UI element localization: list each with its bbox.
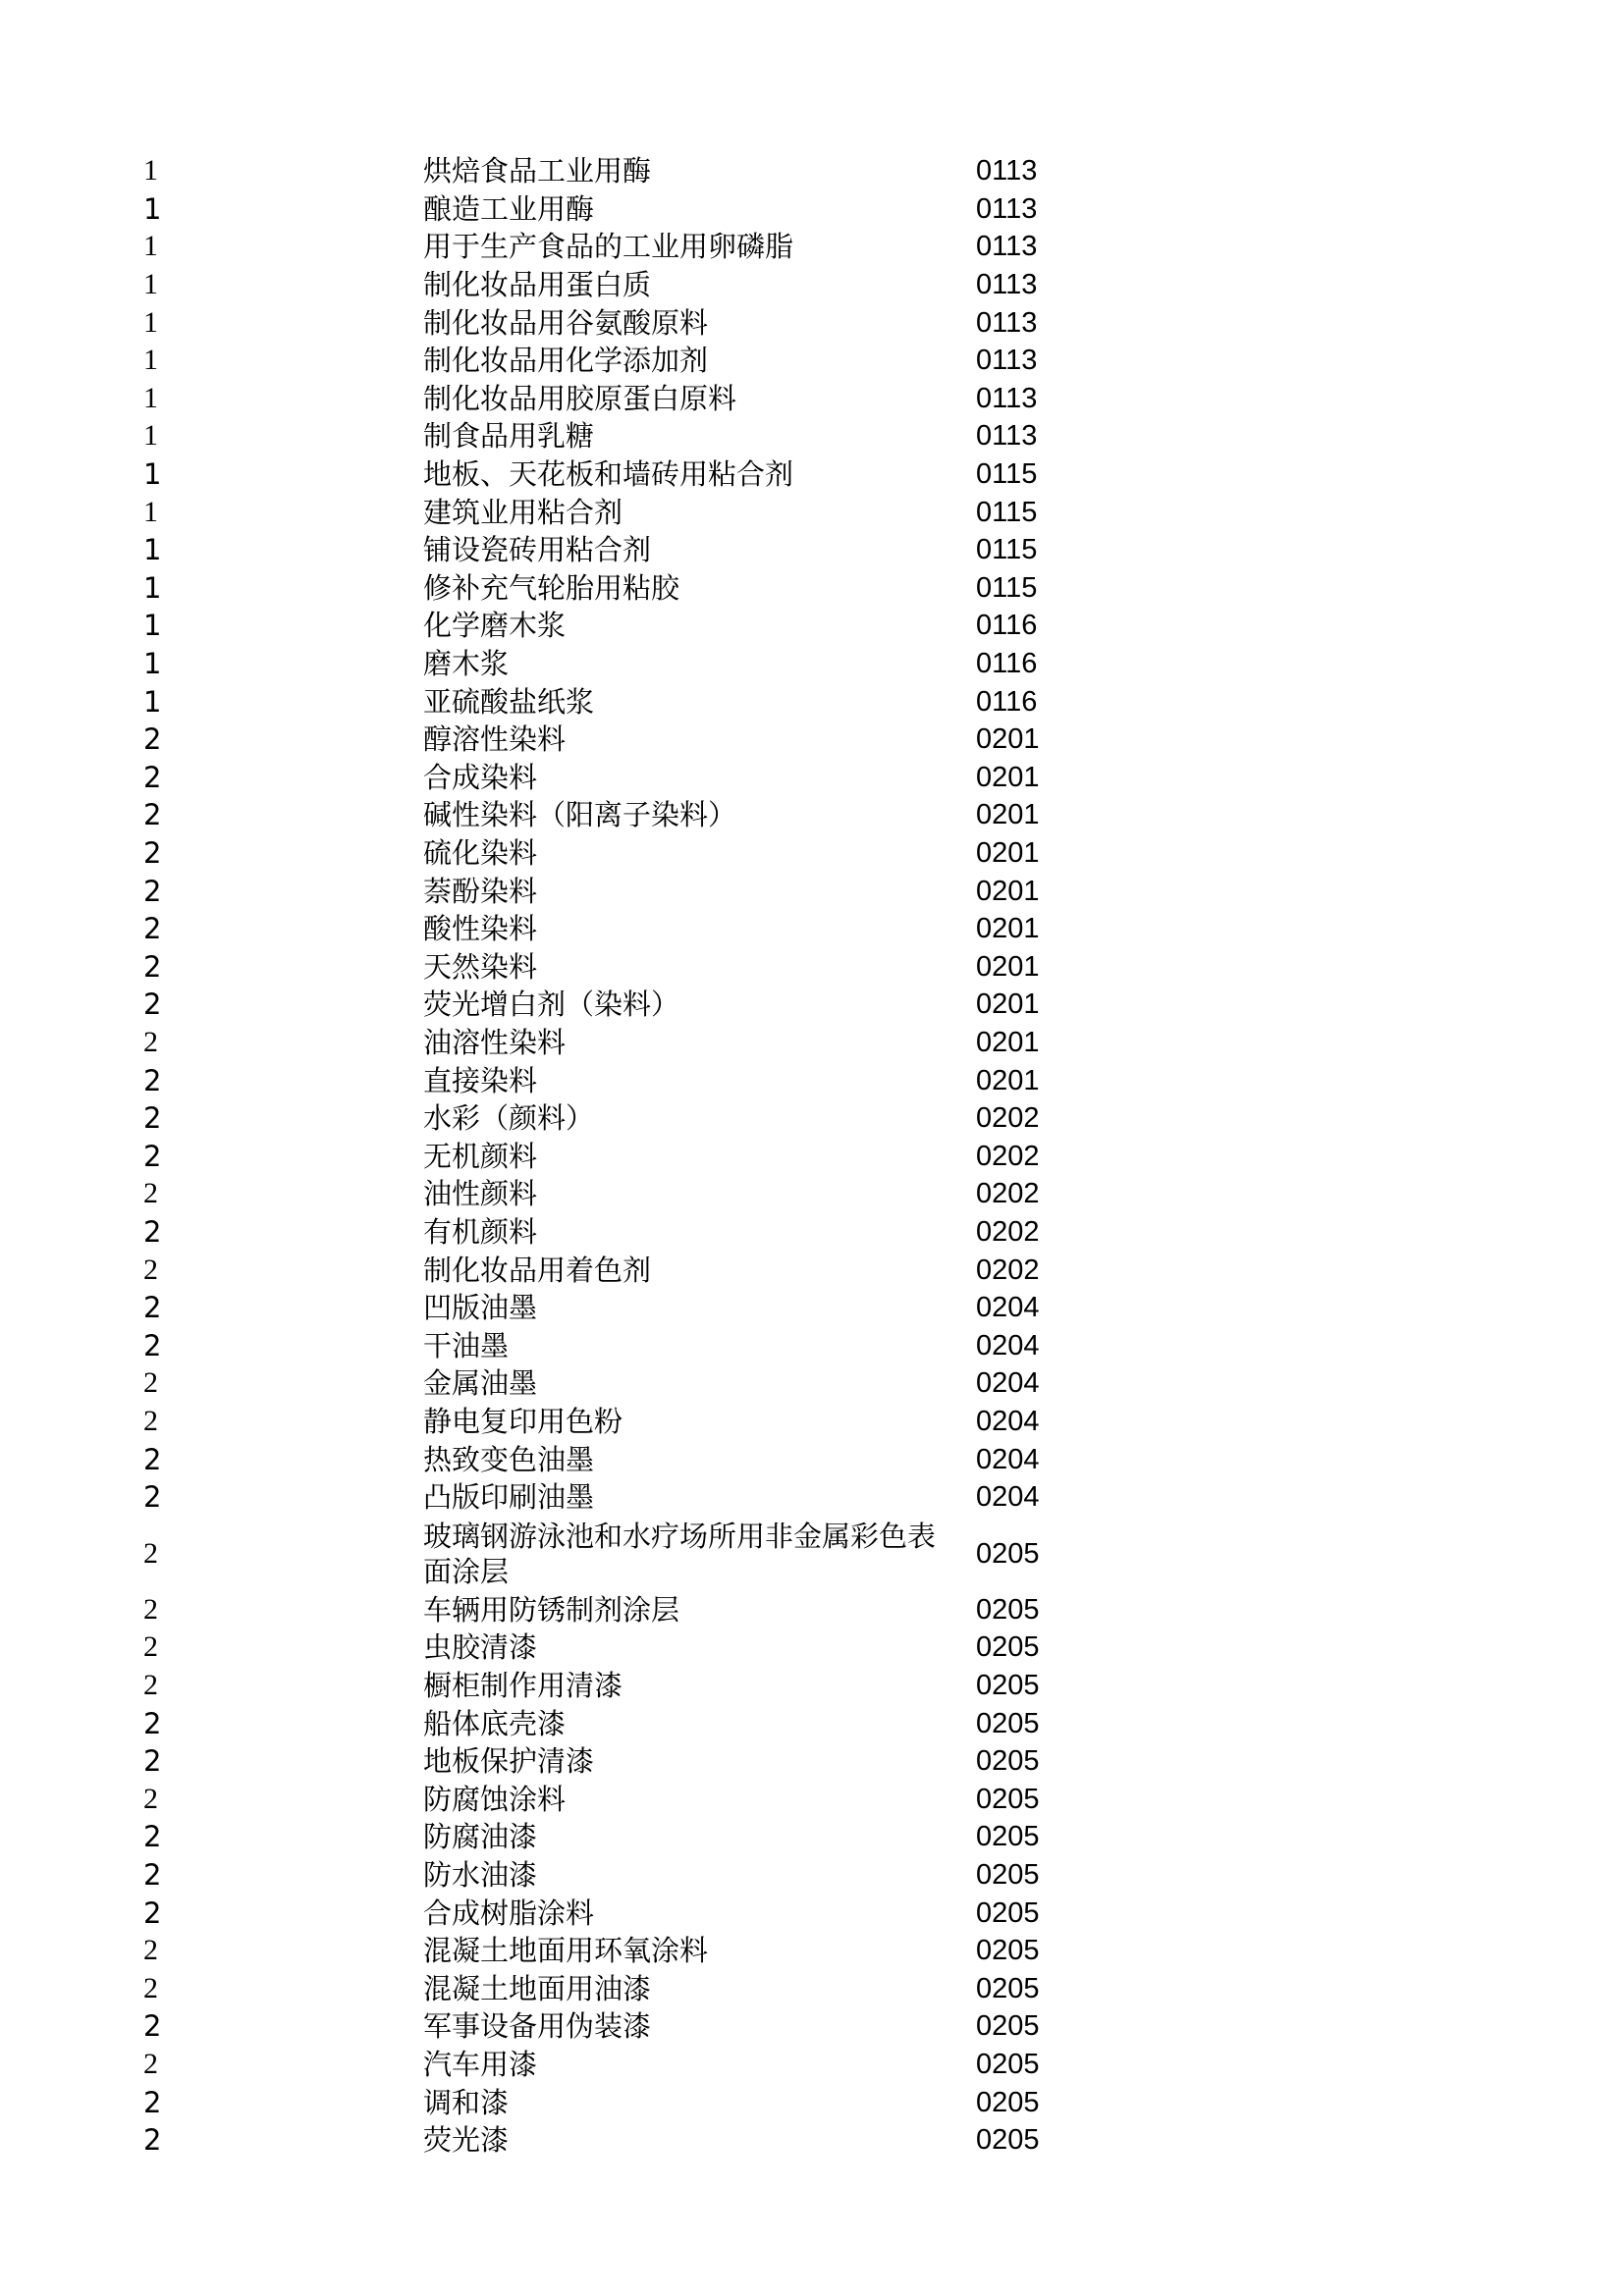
class-number-cell: 2: [143, 1934, 158, 1967]
goods-name-cell: 制食品用乳糖: [423, 419, 595, 454]
class-number-cell: 1: [143, 609, 162, 643]
group-code-cell: 0205: [976, 1935, 1040, 1967]
group-code-cell: 0202: [976, 1254, 1040, 1286]
group-code-cell: 0116: [976, 685, 1038, 718]
group-code-cell: 0113: [976, 192, 1038, 225]
table-row: [0, 531, 1624, 569]
group-code-cell: 0205: [976, 1821, 1040, 1853]
goods-name-cell: 制化妆品用化学添加剂: [423, 344, 709, 378]
goods-name-cell: 天然染料: [423, 949, 538, 984]
group-code-cell: 0204: [976, 1481, 1040, 1514]
class-number-cell: 1: [143, 191, 162, 226]
class-number-cell: 2: [143, 1101, 162, 1136]
group-code-cell: 0201: [976, 1064, 1040, 1096]
goods-name-cell: 直接染料: [423, 1063, 538, 1097]
group-code-cell: 0205: [976, 2010, 1040, 2043]
table-row: [0, 1970, 1624, 2008]
class-number-cell: 1: [143, 419, 158, 453]
goods-name-cell: 凸版印刷油墨: [423, 1480, 595, 1515]
goods-name-cell: 烘焙食品工业用酶: [423, 154, 652, 188]
class-number-cell: 2: [143, 1744, 162, 1779]
class-number-cell: 2: [143, 2009, 162, 2044]
class-number-cell: 1: [143, 684, 162, 719]
group-code-cell: 0204: [976, 1292, 1040, 1324]
table-row: [0, 303, 1624, 342]
group-code-cell: 0205: [976, 2086, 1040, 2118]
group-code-cell: 0116: [976, 610, 1038, 642]
group-code-cell: 0205: [976, 1707, 1040, 1739]
goods-name-cell: 干油墨: [423, 1328, 510, 1362]
table-row: [0, 1061, 1624, 1099]
group-code-cell: 0113: [976, 231, 1038, 263]
table-row: [0, 569, 1624, 608]
class-number-cell: 1: [143, 268, 158, 301]
goods-name-cell: 酿造工业用酶: [423, 191, 595, 226]
table-row: [0, 1856, 1624, 1895]
group-code-cell: 0115: [976, 496, 1038, 528]
group-code-cell: 0115: [976, 571, 1038, 604]
group-code-cell: 0201: [976, 837, 1040, 870]
goods-name-cell: 酸性染料: [423, 912, 538, 946]
table-row: [0, 228, 1624, 266]
class-number-cell: 2: [143, 1063, 162, 1097]
class-number-cell: 2: [143, 1253, 158, 1286]
group-code-cell: 0205: [976, 2049, 1040, 2081]
table-row: [0, 2007, 1624, 2046]
group-code-cell: 0205: [976, 2124, 1040, 2157]
table-row: [0, 1932, 1624, 1970]
table-row: [0, 1667, 1624, 1705]
class-number-cell: 2: [143, 760, 162, 794]
table-row: [0, 455, 1624, 494]
table-row: [0, 1024, 1624, 1062]
class-number-cell: 2: [143, 1405, 158, 1438]
class-number-cell: 2: [143, 1328, 162, 1362]
class-number-cell: 2: [143, 874, 162, 908]
group-code-cell: 0202: [976, 1140, 1040, 1172]
goods-name-cell: 萘酚染料: [423, 874, 538, 908]
class-number-cell: 1: [143, 495, 158, 528]
goods-name-cell: 亚硫酸盐纸浆: [423, 684, 595, 719]
group-code-cell: 0205: [976, 1745, 1040, 1778]
goods-name-cell: 制化妆品用胶原蛋白原料: [423, 381, 737, 415]
goods-name-cell: 调和漆: [423, 2085, 510, 2119]
goods-name-cell: 制化妆品用蛋白质: [423, 268, 652, 302]
goods-name-cell: 防腐蚀涂料: [423, 1782, 567, 1816]
group-code-cell: 0205: [976, 1859, 1040, 1892]
class-number-cell: 2: [143, 2085, 162, 2119]
group-code-cell: 0113: [976, 269, 1038, 301]
group-code-cell: 0205: [976, 1537, 1040, 1570]
table-row: [0, 986, 1624, 1024]
table-row: [0, 1517, 1624, 1591]
table-row: [0, 1440, 1624, 1478]
goods-name-cell: 防水油漆: [423, 1858, 538, 1893]
goods-name-cell: 无机颜料: [423, 1139, 538, 1173]
class-number-cell: 2: [143, 1291, 162, 1325]
table-row: [0, 1138, 1624, 1176]
class-number-cell: 2: [143, 1782, 158, 1815]
table-row: [0, 910, 1624, 948]
table-row: [0, 152, 1624, 190]
group-code-cell: 0113: [976, 382, 1038, 414]
goods-name-cell: 醇溶性染料: [423, 722, 567, 757]
table-row: [0, 1289, 1624, 1327]
class-number-cell: 2: [143, 1592, 158, 1626]
class-number-cell: 2: [143, 798, 162, 832]
group-code-cell: 0201: [976, 988, 1040, 1021]
goods-name-cell: 玻璃钢游泳池和水疗场所用非金属彩色表面涂层: [423, 1519, 937, 1588]
group-code-cell: 0205: [976, 1670, 1040, 1702]
class-number-cell: 1: [143, 381, 158, 414]
goods-name-cell: 合成树脂涂料: [423, 1896, 595, 1930]
table-row: [0, 2121, 1624, 2160]
table-row: [0, 1213, 1624, 1252]
class-number-cell: 2: [143, 1026, 158, 1059]
table-row: [0, 1818, 1624, 1856]
table-row: [0, 1251, 1624, 1289]
goods-name-cell: 荧光增白剂（染料）: [423, 988, 680, 1022]
table-row: [0, 1591, 1624, 1629]
table-row: [0, 2046, 1624, 2084]
group-code-cell: 0113: [976, 306, 1038, 339]
group-code-cell: 0202: [976, 1102, 1040, 1135]
group-code-cell: 0201: [976, 761, 1040, 793]
group-code-cell: 0204: [976, 1329, 1040, 1362]
group-code-cell: 0205: [976, 1593, 1040, 1626]
goods-name-cell: 碱性染料（阳离子染料）: [423, 798, 737, 832]
table-row: [0, 493, 1624, 531]
table-row: [0, 1781, 1624, 1819]
group-code-cell: 0202: [976, 1178, 1040, 1210]
group-code-cell: 0115: [976, 534, 1038, 566]
table-row: [0, 417, 1624, 455]
group-code-cell: 0204: [976, 1367, 1040, 1400]
group-code-cell: 0201: [976, 799, 1040, 831]
table-row: [0, 1894, 1624, 1932]
goods-name-cell: 制化妆品用着色剂: [423, 1253, 652, 1287]
table-row: [0, 190, 1624, 229]
table-row: [0, 948, 1624, 987]
table-row: [0, 1629, 1624, 1667]
goods-name-cell: 汽车用漆: [423, 2048, 538, 2082]
table-row: [0, 721, 1624, 759]
group-code-cell: 0201: [976, 1027, 1040, 1059]
goods-name-cell: 车辆用防锈制剂涂层: [423, 1592, 680, 1627]
class-number-cell: 2: [143, 1536, 158, 1570]
table-row: [0, 834, 1624, 873]
group-code-cell: 0205: [976, 1631, 1040, 1664]
class-number-cell: 2: [143, 1896, 162, 1930]
class-number-cell: 2: [143, 1177, 158, 1210]
class-number-cell: 2: [143, 1858, 162, 1893]
group-code-cell: 0113: [976, 155, 1038, 187]
class-number-cell: 1: [143, 344, 158, 377]
goods-name-cell: 制化妆品用谷氨酸原料: [423, 305, 709, 340]
table-row: [0, 796, 1624, 834]
class-number-cell: 1: [143, 230, 158, 263]
goods-name-cell: 地板、天花板和墙砖用粘合剂: [423, 457, 794, 492]
goods-name-cell: 混凝土地面用油漆: [423, 1971, 652, 2005]
table-row: [0, 342, 1624, 380]
goods-name-cell: 静电复印用色粉: [423, 1405, 623, 1439]
goods-name-cell: 虫胶清漆: [423, 1630, 538, 1665]
table-row: [0, 2083, 1624, 2121]
table-row: [0, 1403, 1624, 1441]
class-number-cell: 1: [143, 457, 162, 492]
goods-name-cell: 荧光漆: [423, 2123, 510, 2158]
group-code-cell: 0204: [976, 1443, 1040, 1475]
class-number-cell: 2: [143, 1820, 162, 1854]
goods-name-cell: 用于生产食品的工业用卵磷脂: [423, 230, 794, 264]
class-number-cell: 2: [143, 2123, 162, 2158]
goods-name-cell: 硫化染料: [423, 836, 538, 871]
class-number-cell: 1: [143, 647, 162, 681]
class-number-cell: 1: [143, 533, 162, 567]
goods-name-cell: 船体底壳漆: [423, 1706, 567, 1740]
table-row: [0, 1327, 1624, 1365]
table-row: [0, 1175, 1624, 1213]
group-code-cell: 0116: [976, 648, 1038, 680]
goods-name-cell: 橱柜制作用清漆: [423, 1669, 623, 1703]
class-number-cell: 2: [143, 988, 162, 1022]
goods-name-cell: 地板保护清漆: [423, 1744, 595, 1779]
goods-name-cell: 混凝土地面用环氧涂料: [423, 1934, 709, 1968]
group-code-cell: 0202: [976, 1216, 1040, 1249]
goods-name-cell: 合成染料: [423, 760, 538, 794]
class-number-cell: 2: [143, 1442, 162, 1476]
class-number-cell: 2: [143, 836, 162, 871]
goods-name-cell: 化学磨木浆: [423, 609, 567, 643]
class-number-cell: 2: [143, 912, 162, 946]
class-number-cell: 2: [143, 949, 162, 984]
goods-name-cell: 油溶性染料: [423, 1026, 567, 1060]
goods-name-cell: 有机颜料: [423, 1215, 538, 1250]
table-row: [0, 607, 1624, 645]
group-code-cell: 0201: [976, 875, 1040, 907]
group-code-cell: 0205: [976, 1972, 1040, 2004]
class-number-cell: 2: [143, 2048, 158, 2081]
table-row: [0, 266, 1624, 304]
table-row: [0, 682, 1624, 721]
class-number-cell: 2: [143, 1669, 158, 1702]
class-number-cell: 2: [143, 1215, 162, 1250]
class-number-cell: 2: [143, 1971, 158, 2004]
table-row: [0, 1478, 1624, 1517]
group-code-cell: 0205: [976, 1783, 1040, 1815]
group-code-cell: 0113: [976, 420, 1038, 453]
group-code-cell: 0205: [976, 1896, 1040, 1929]
class-number-cell: 2: [143, 1630, 158, 1664]
goods-name-cell: 金属油墨: [423, 1366, 538, 1401]
goods-name-cell: 军事设备用伪装漆: [423, 2009, 652, 2044]
goods-name-cell: 磨木浆: [423, 647, 510, 681]
table-row: [0, 1364, 1624, 1403]
class-number-cell: 1: [143, 154, 158, 187]
group-code-cell: 0204: [976, 1406, 1040, 1438]
class-number-cell: 2: [143, 722, 162, 757]
goods-name-cell: 建筑业用粘合剂: [423, 495, 623, 529]
class-number-cell: 1: [143, 305, 158, 339]
goods-name-cell: 防腐油漆: [423, 1820, 538, 1854]
class-number-cell: 2: [143, 1139, 162, 1173]
table-row: [0, 645, 1624, 683]
goods-name-cell: 水彩（颜料）: [423, 1101, 595, 1136]
group-code-cell: 0113: [976, 345, 1038, 377]
class-number-cell: 2: [143, 1366, 158, 1400]
goods-name-cell: 修补充气轮胎用粘胶: [423, 570, 680, 605]
class-number-cell: 2: [143, 1480, 162, 1515]
group-code-cell: 0201: [976, 723, 1040, 756]
goods-name-cell: 油性颜料: [423, 1177, 538, 1211]
table-row: [0, 1742, 1624, 1781]
group-code-cell: 0201: [976, 950, 1040, 983]
goods-name-cell: 凹版油墨: [423, 1291, 538, 1325]
goods-name-cell: 铺设瓷砖用粘合剂: [423, 533, 652, 567]
table-row: [0, 380, 1624, 418]
group-code-cell: 0115: [976, 458, 1038, 491]
class-number-cell: 2: [143, 1706, 162, 1740]
table-row: [0, 1704, 1624, 1742]
table-row: [0, 872, 1624, 910]
group-code-cell: 0201: [976, 913, 1040, 945]
table-row: [0, 759, 1624, 797]
goods-name-cell: 热致变色油墨: [423, 1442, 595, 1476]
table-row: [0, 1099, 1624, 1138]
class-number-cell: 1: [143, 570, 162, 605]
